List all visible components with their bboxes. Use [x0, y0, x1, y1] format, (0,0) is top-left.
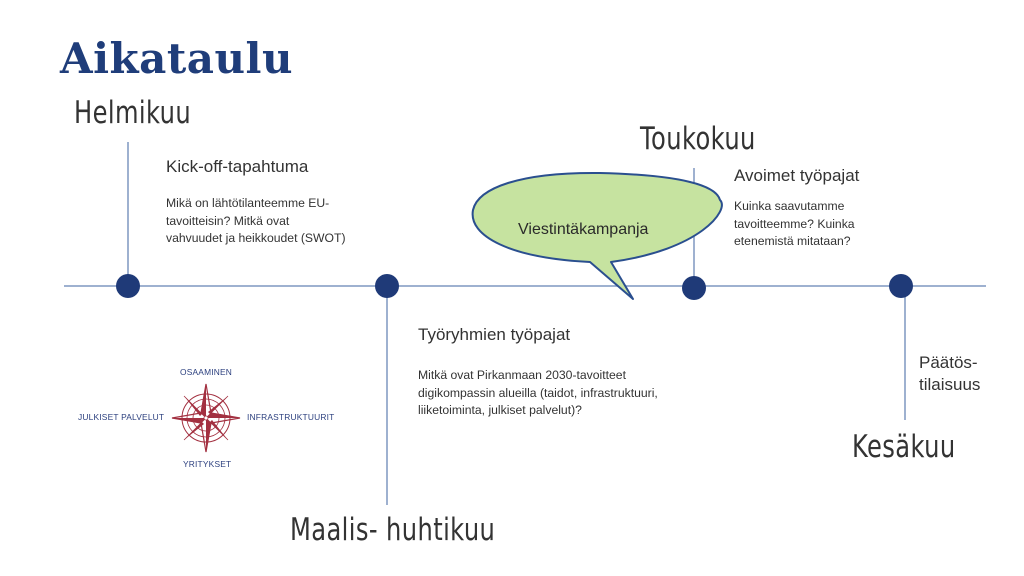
month-label-mar-apr: Maalis- huhtikuu	[290, 512, 496, 548]
desc-line: Kuinka saavutamme	[734, 199, 845, 213]
callout-label: Viestintäkampanja	[518, 221, 649, 238]
event-heading-open-workshops: Avoimet työpajat	[734, 166, 860, 185]
page-title: Aikataulu	[60, 34, 293, 83]
month-label-feb: Helmikuu	[74, 95, 192, 131]
month-label-jun: Kesäkuu	[852, 429, 956, 465]
desc-line: liiketoiminta, julkiset palvelut)?	[418, 403, 582, 417]
milestone-jun	[889, 274, 913, 298]
desc-line: tavoitteisin? Mitkä ovat	[166, 213, 290, 228]
event-desc-kickoff	[166, 195, 346, 248]
desc-line: Mikä on lähtötilanteemme EU-	[166, 196, 330, 210]
event-heading-workshops: Työryhmien työpajat	[418, 325, 571, 344]
event-desc-open-workshops	[734, 198, 855, 251]
month-label-may: Toukokuu	[640, 121, 756, 157]
compass-label-left: JULKISET PALVELUT	[78, 412, 165, 422]
desc-line: Mitkä ovat Pirkanmaan 2030-tavoitteet	[418, 368, 626, 382]
compass-label-bottom: YRITYKSET	[183, 459, 232, 469]
event-desc-workshops	[418, 367, 658, 420]
milestone-mar-apr	[375, 274, 399, 298]
event-heading-kickoff: Kick-off-tapahtuma	[166, 157, 309, 176]
desc-line: tavoitteemme? Kuinka	[734, 216, 855, 231]
desc-line: digikompassin alueilla (taidot, infrastruktuuri,	[418, 385, 658, 400]
compass-label-right: INFRASTRUKTUURIT	[247, 412, 335, 422]
desc-line: vahvuudet ja heikkoudet (SWOT)	[166, 231, 346, 245]
compass-rose-icon	[172, 384, 240, 452]
decision-line: Päätös-	[919, 353, 978, 372]
event-label-decision	[919, 352, 980, 396]
desc-line: etenemistä mitataan?	[734, 234, 851, 248]
milestone-feb	[116, 274, 140, 298]
milestone-may	[682, 276, 706, 300]
compass-label-top: OSAAMINEN	[180, 367, 233, 377]
decision-line: tilaisuus	[919, 375, 981, 394]
